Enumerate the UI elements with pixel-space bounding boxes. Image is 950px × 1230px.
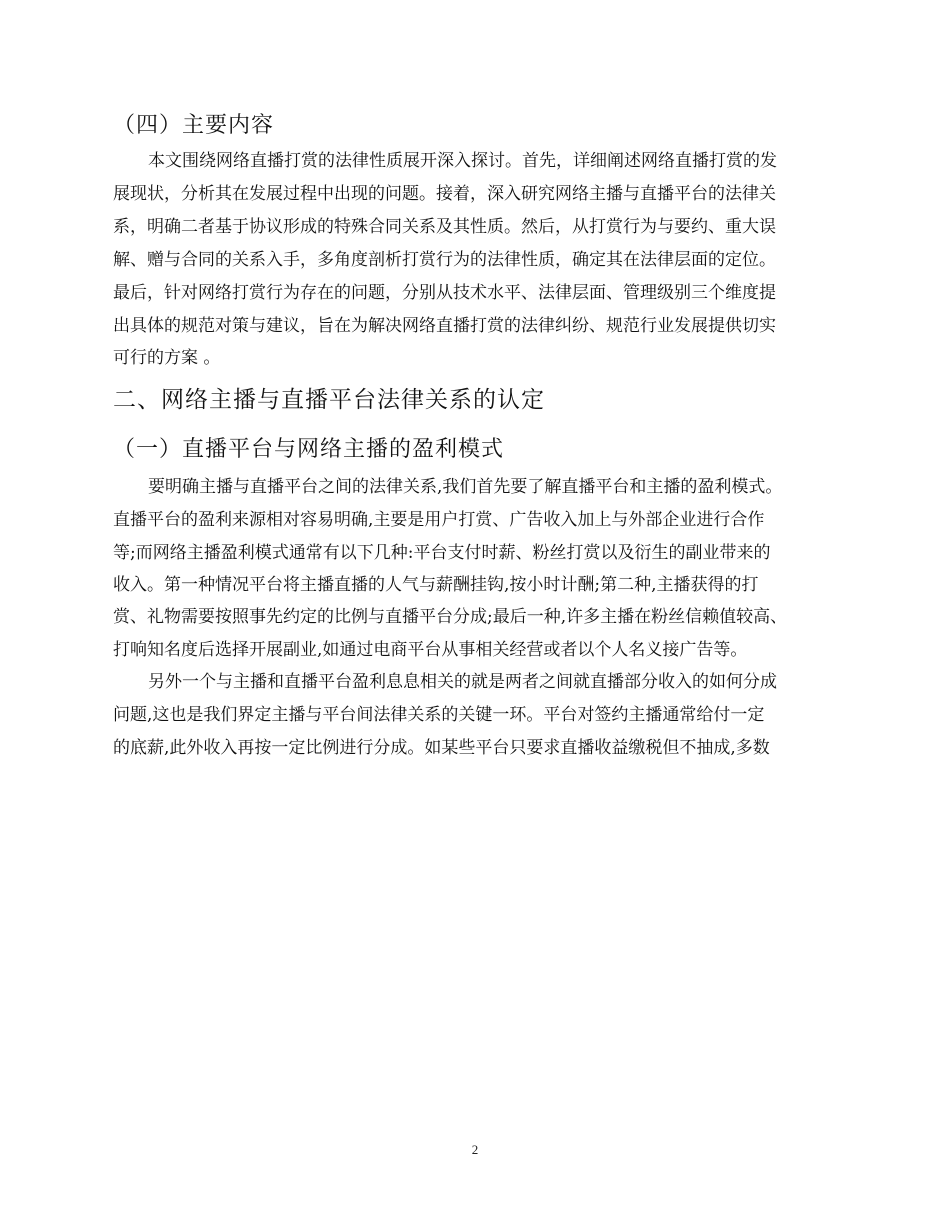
text-line: 最后，针对网络打赏行为存在的问题，分别从技术水平、法律层面、管理级别三个维度提 (113, 283, 776, 303)
text-line: 直播平台的盈利来源相对容易明确,主要是用户打赏、广告收入加上与外部企业进行合作 (113, 510, 765, 530)
text-line: 本文围绕网络直播打赏的法律性质展开深入探讨。首先，详细阐述网络直播打赏的发 (148, 151, 777, 171)
text-line: 出具体的规范对策与建议，旨在为解决网络直播打赏的法律纠纷、规范行业发展提供切实 (113, 316, 776, 336)
text-line: 系，明确二者基于协议形成的特殊合同关系及其性质。然后，从打赏行为与要约、重大误 (113, 217, 776, 237)
text-line: 解、赠与合同的关系入手，多角度剖析打赏行为的法律性质，确定其在法律层面的定位。 (113, 250, 776, 270)
text-line: 打响知名度后选择开展副业,如通过电商平台从事相关经营或者以个人名义接广告等。 (113, 640, 748, 660)
text-line: 收入。第一种情况平台将主播直播的人气与薪酬挂钩,按小时计酬;第二种,主播获得的打 (113, 575, 759, 595)
section-heading-main-content: （四）主要内容 (113, 113, 275, 138)
text-line: 要明确主播与直播平台之间的法律关系,我们首先要了解直播平台和主播的盈利模式。 (148, 477, 783, 497)
text-line: 展现状，分析其在发展过程中出现的问题。接着，深入研究网络主播与直播平台的法律关 (113, 184, 776, 204)
section-heading-profit-model: （一）直播平台与网络主播的盈利模式 (113, 437, 505, 462)
text-line: 问题,这也是我们界定主播与平台间法律关系的关键一环。平台对签约主播通常给付一定 (113, 705, 765, 725)
text-line: 另外一个与主播和直播平台盈利息息相关的就是两者之间就直播部分收入的如何分成 (148, 672, 777, 692)
text-line: 可行的方案 。 (113, 348, 221, 368)
text-line: 的底薪,此外收入再按一定比例进行分成。如某些平台只要求直播收益缴税但不抽成,多数 (113, 738, 770, 758)
text-line: 等;而网络主播盈利模式通常有以下几种:平台支付时薪、粉丝打赏以及衍生的副业带来的 (113, 543, 771, 563)
text-line: 赏、礼物需要按照事先约定的比例与直播平台分成;最后一种,许多主播在粉丝信赖值较高、 (113, 607, 788, 627)
page-number: 2 (471, 1142, 479, 1157)
chapter-heading: 二、网络主播与直播平台法律关系的认定 (113, 387, 545, 413)
